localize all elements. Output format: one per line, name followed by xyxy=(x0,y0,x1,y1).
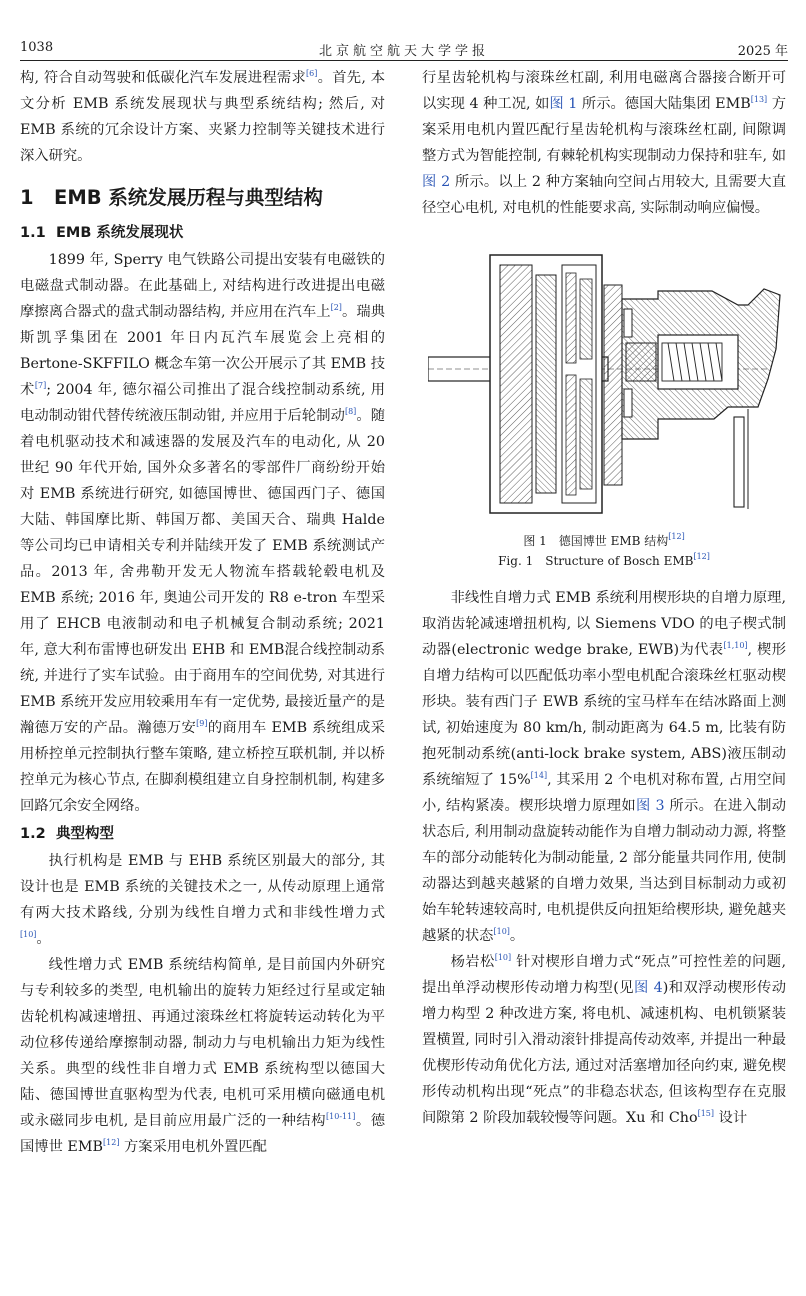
citation[interactable]: [10] xyxy=(493,927,510,936)
section-heading-1: 1 EMB 系统发展历程与典型结构 xyxy=(20,186,323,209)
publication-year: 2025 年 xyxy=(737,44,788,59)
page-number: 1038 xyxy=(20,40,54,55)
paragraph-linear-emb: 线性增力式 EMB 系统结构简单, 是目前国内外研究与专利较多的类型, 电机输出的旋转力矩经过行星或定轴齿轮机构减速增扭、再通过滚珠丝杠将旋转运动转化为平动位移传递给摩擦制动器, 制动力与电机输出力矩为线性关系。典型的线性非自增力式 EMB 系统构型以德国大陆、德国博世直驱构型为代表, 电机可采用横向磁通电机或永磁同步电机, 是目前应用最广泛的一种结构[10-11]。德国博世 EMB[12] 方案采用电机外置匹配 xyxy=(20,957,386,1155)
paragraph-bosch-continental: 行星齿轮机构与滚珠丝杠副, 利用电磁离合器接合断开可以实现 4 种工况, 如图 1 所示。德国大陆集团 EMB[13] 方案采用电机内置匹配行星齿轮机构与滚珠丝杠副, 间隙调整方式为智能控制, 有棘轮机构实现制动力保持和驻车, 如图 2 所示。以上 2 种方案轴向空间占用较大, 且需要大直径空心电机, 对电机的性能要求高, 实际制动响应偏慢。 xyxy=(422,70,787,216)
citation[interactable]: [7] xyxy=(34,381,47,390)
citation[interactable]: [14] xyxy=(530,771,548,780)
figure-link-3[interactable]: 图 3 xyxy=(635,798,665,814)
figure-link-4[interactable]: 图 4 xyxy=(633,980,663,996)
citation[interactable]: [10] xyxy=(494,953,512,962)
paragraph-yang-yansong: 杨岩松[10] 针对楔形自增力式“死点”可控性差的问题, 提出单浮动楔形传动增力构型(见图 4)和双浮动楔形传动增力构型 2 种改进方案, 将电机、减速机构、电机锁紧装置横置, 同时引入滑动滚针排提高传动效率, 并提出一种最优楔形传动角优化方法, 通过对活塞增加径向约束, 避免楔形传动机构出现“死点”的非稳态状态, 但该构型存在克服间隙第 2 阶段加载较慢等问题。Xu 和 Cho[15] 设计 xyxy=(422,953,787,1126)
running-header xyxy=(20,38,788,61)
citation[interactable]: [12] xyxy=(693,552,710,561)
figure-1 xyxy=(422,239,786,531)
figure-link-1[interactable]: 图 1 xyxy=(549,96,578,112)
figure-1-caption-cn: 图 1 德国博世 EMB 结构[12] xyxy=(523,532,685,548)
citation[interactable]: [8] xyxy=(344,407,357,416)
citation[interactable]: [10-11] xyxy=(326,1112,356,1121)
citation[interactable]: [6] xyxy=(306,69,318,78)
subsection-heading-1-2: 1.2 典型构型 xyxy=(20,826,114,842)
subsection-heading-1-1: 1.1 EMB 系统发展现状 xyxy=(20,225,184,241)
figure-1-caption-en: Fig. 1 Structure of Bosch EMB[12] xyxy=(498,552,710,568)
citation[interactable]: [9] xyxy=(196,719,208,728)
intro-paragraph: 构, 符合自动驾驶和低碳化汽车发展进程需求[6]。首先, 本文分析 EMB 系统发展现状与典型系统结构; 然后, 对 EMB 系统的冗余设计方案、夹紧力控制等关键技术进行深入研究。 xyxy=(20,69,385,164)
bosch-emb-structure-drawing xyxy=(428,239,788,531)
paragraph-actuator: 执行机构是 EMB 与 EHB 系统区别最大的部分, 其设计也是 EMB 系统的关键技术之一, 从传动原理上通常有两大技术路线, 分别为线性自增力式和非线性增力式[10]。 xyxy=(20,853,385,947)
figure-link-2[interactable]: 图 2 xyxy=(422,174,451,190)
left-column xyxy=(20,65,385,1160)
paragraph-nonlinear-emb: 非线性自增力式 EMB 系统利用楔形块的自增力原理, 取消齿轮减速增扭机构, 以 Siemens VDO 的电子楔式制动器(electronic wedge brake, EWB)为代表[1,10], 楔形自增力结构可以匹配低功率小型电机配合滚珠丝杠驱动楔形块。装有西门子 EWB 系统的宝马样车在结冰路面上测试, 初始速度为 80 km/h, 制动距离为 64.5 m, 比装有防抱死制动系统(anti-lock brake system, ABS)液压制动系统缩短了 15%[14], 其采用 2 个电机对称布置, 占用空间小, 结构紧凑。楔形块增力原理如图 3 所示。在进入制动状态后, 利用制动盘旋转动能作为自增力制动动力源, 将整车的部分动能转化为制动能量, 2 部分能量共同作用, 使制动器达到越夹越紧的自增力效果, 当达到目标制动力或初始车轮转速较高时, 电机提供反向扭矩给楔形块, 避免越夹越紧的状态[10]。 xyxy=(422,590,787,944)
citation[interactable]: [15] xyxy=(697,1109,714,1118)
citation[interactable]: [2] xyxy=(330,303,342,312)
journal-name: 北京航空航天大学学报 xyxy=(318,44,489,59)
citation[interactable]: [12] xyxy=(103,1138,120,1147)
citation[interactable]: [1,10] xyxy=(723,641,748,650)
citation[interactable]: [13] xyxy=(750,95,768,104)
citation[interactable]: [10] xyxy=(20,930,37,939)
paragraph-history: 1899 年, Sperry 电气铁路公司提出安装有电磁铁的电磁盘式制动器。在此基础上, 对结构进行改进提出电磁摩擦离合器式的盘式制动器结构, 并应用在汽车上[2]。瑞典斯凯孚集团在 2001 年日内瓦汽车展览会上亮相的 Bertone-SKFFILO 概念车第一次公开展示了其 EMB 技术[7]; 2004 年, 德尔福公司推出了混合线控制动系统, 用电动制动钳代替传统液压制动钳, 并应用于后轮制动[8]。随着电机驱动技术和减速器的发展及汽车的电动化, 从 20 世纪 90 年代开始, 国外众多著名的零部件厂商纷纷开始对 EMB 系统进行研究, 如德国博世、德国西门子、德国大陆、韩国摩比斯、韩国万都、美国天合、瑞典 Halde 等公司均已申请相关专利并陆续开发了 EMB 系统测试产品。2013 年, 舍弗勒开发无人物流车搭载轮毂电机及 EMB 系统; 2016 年, 奥迪公司开发的 R8 e-tron 车型采用了 EHCB 电液制动和电子机械复合制动系统; 2021 年, 意大利布雷博也研发出 EHB 和 EMB混合线控制动系统, 并进行了实车试验。由于商用车的空间优势, 对其进行 EMB 系统开发应用较乘用车有一定优势, 最接近量产的是瀚德万安的产品。瀚德万安[9]的商用车 EMB 系统组成采用桥控单元控制执行整车策略, 建立桥控互联机制, 并以桥控单元为核心节点, 在脚刹模组建立自身控制机制, 构建多回路冗余安全网络。 xyxy=(20,252,386,814)
right-column xyxy=(422,65,786,1131)
citation[interactable]: [12] xyxy=(668,532,685,541)
